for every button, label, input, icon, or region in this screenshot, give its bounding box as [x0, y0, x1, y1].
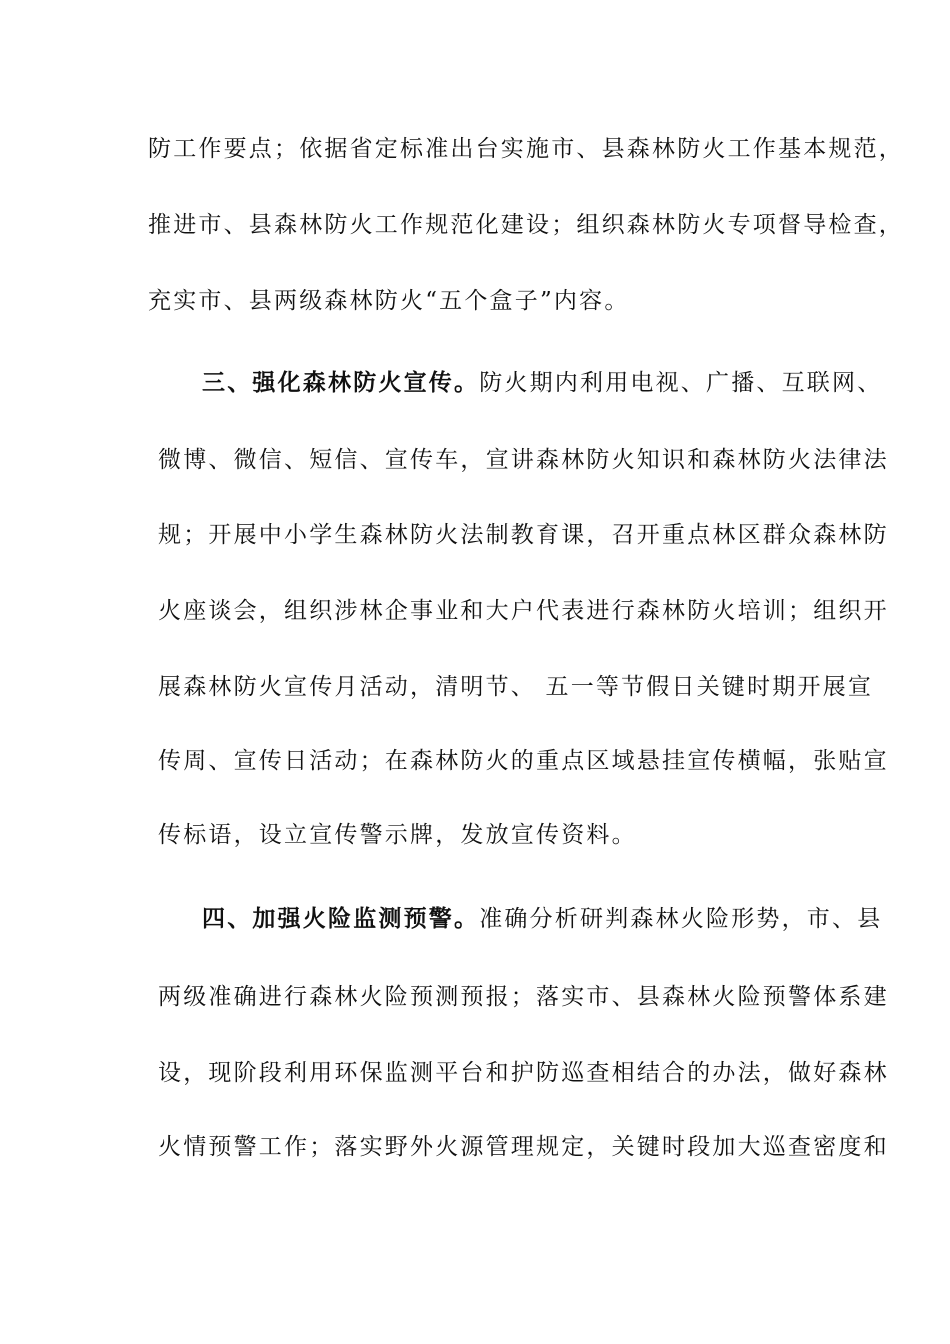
section-4-line-4: 火情预警工作；落实野外火源管理规定，关键时段加大巡查密度和 [158, 1134, 889, 1160]
section-3-line-7: 传标语，设立宣传警示牌，发放宣传资料。 [158, 822, 637, 848]
section-3-line-2: 微博、微信、短信、宣传车，宣讲森林防火知识和森林防火法律法 [158, 447, 889, 473]
paragraph-1-line-1: 防工作要点；依据省定标准出台实施市、县森林防火工作基本规范， [148, 136, 904, 162]
section-3-first-line [202, 368, 882, 398]
section-4-first-line [202, 904, 882, 934]
section-3-first-line-text: 防火期内利用电视、广播、互联网、 [479, 370, 883, 396]
section-3-line-5: 展森林防火宣传月活动，清明节、 五一等节假日关键时期开展宣 [158, 674, 874, 700]
paragraph-1-line-3: 充实市、县两级森林防火“五个盒子”内容。 [148, 288, 630, 314]
section-3-line-4: 火座谈会，组织涉林企事业和大户代表进行森林防火培训；组织开 [158, 598, 889, 624]
paragraph-1-line-2: 推进市、县森林防火工作规范化建设；组织森林防火专项督导检查， [148, 212, 904, 238]
section-4-first-line-text: 准确分析研判森林火险形势，市、县 [479, 906, 883, 932]
section-4-heading: 四、加强火险监测预警。 [202, 905, 480, 932]
section-3-line-3: 规；开展中小学生森林防火法制教育课，召开重点林区群众森林防 [158, 522, 889, 548]
section-3-heading: 三、强化森林防火宣传。 [202, 369, 480, 396]
section-4-line-2: 两级准确进行森林火险预测预报；落实市、县森林火险预警体系建 [158, 984, 889, 1010]
section-4-line-3: 设，现阶段利用环保监测平台和护防巡查相结合的办法，做好森林 [158, 1060, 889, 1086]
section-3-line-6: 传周、宣传日活动；在森林防火的重点区域悬挂宣传横幅，张贴宣 [158, 748, 889, 774]
